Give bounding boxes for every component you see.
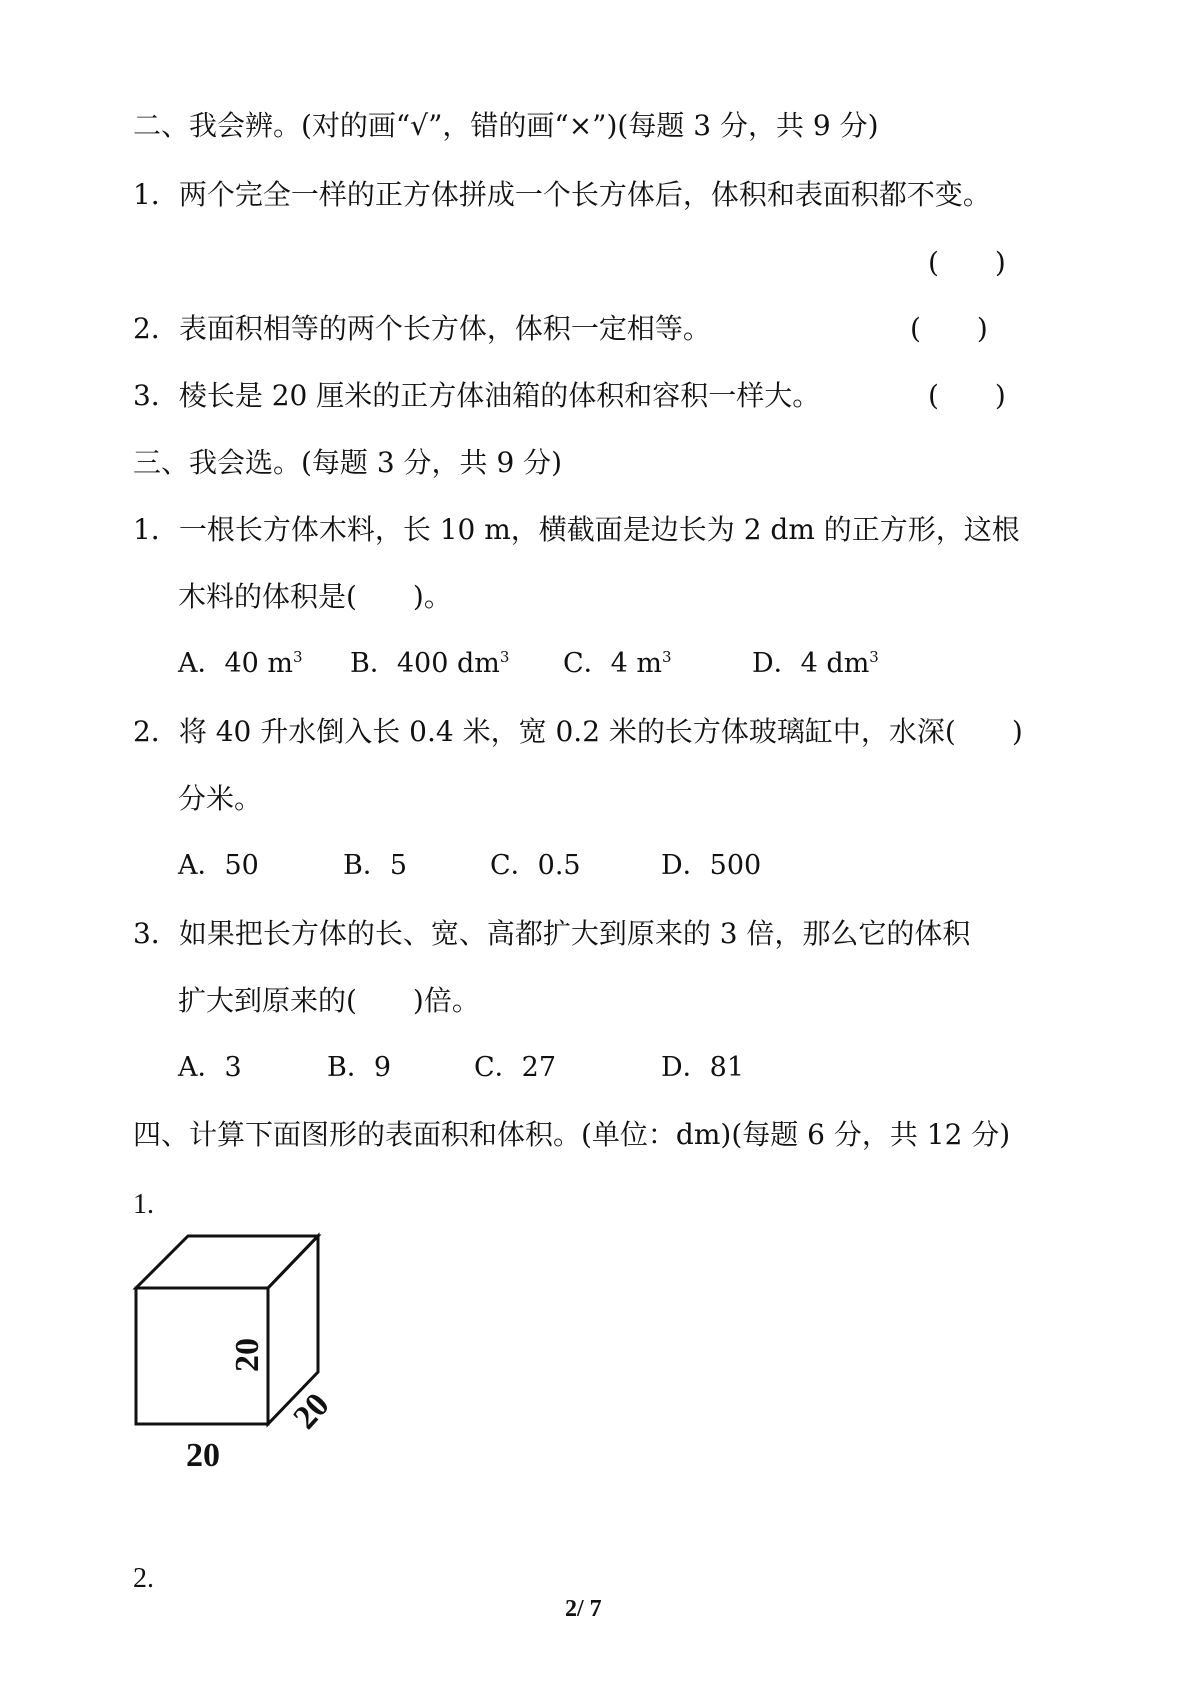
option-3-2-c[interactable]: C．0.5 <box>490 850 581 881</box>
section-3-question-2-line-2: 分米。 <box>178 782 263 815</box>
cube-width-label: 20 <box>186 1437 220 1474</box>
page-number: 2/ 7 <box>565 1596 602 1622</box>
section-4-question-1-label: 1. <box>133 1189 154 1220</box>
option-3-2-d[interactable]: D．500 <box>661 850 762 881</box>
option-3-2-a[interactable]: A．50 <box>178 850 259 881</box>
option-3-3-d[interactable]: D．81 <box>661 1052 745 1083</box>
option-3-3-c[interactable]: C．27 <box>474 1052 557 1083</box>
option-3-1-c[interactable]: C．4 $m^3$ <box>563 648 672 679</box>
section-3-question-1-line-1: 1．一根长方体木料，长 10 m，横截面是边长为 2 dm 的正方形，这根 <box>133 513 1020 546</box>
option-3-3-b[interactable]: B．9 <box>327 1052 392 1083</box>
cube-top-face <box>136 1236 318 1288</box>
option-3-1-d[interactable]: D．4 $dm^3$ <box>752 648 879 679</box>
cube-depth-label: 20 <box>286 1386 337 1437</box>
section-2-question-3: 3．棱长是 20 厘米的正方体油箱的体积和容积一样大。 <box>133 379 821 412</box>
answer-blank-2-2[interactable]: ( ) <box>910 312 988 345</box>
section-2-heading: 二、我会辨。(对的画“√”，错的画“×”)(每题 3 分，共 9 分) <box>133 109 879 142</box>
section-2-question-2: 2．表面积相等的两个长方体，体积一定相等。 <box>133 312 711 345</box>
answer-blank-2-1[interactable]: ( ) <box>928 246 1006 279</box>
option-3-1-a[interactable]: A．40 $m^3$ <box>178 648 303 679</box>
option-3-1-b[interactable]: B．400 $dm^3$ <box>350 648 510 679</box>
section-4-question-2-label: 2. <box>133 1563 154 1594</box>
option-3-2-b[interactable]: B．5 <box>343 850 408 881</box>
cube-front-face <box>136 1288 268 1424</box>
section-3-question-3-line-2: 扩大到原来的( )倍。 <box>178 984 480 1017</box>
answer-blank-2-3[interactable]: ( ) <box>928 379 1006 412</box>
cube-side-face <box>268 1236 318 1424</box>
option-3-3-a[interactable]: A．3 <box>178 1052 242 1083</box>
section-4-heading: 四、计算下面图形的表面积和体积。(单位：dm)(每题 6 分，共 12 分) <box>133 1118 1011 1151</box>
section-3-question-1-line-2: 木料的体积是( )。 <box>178 580 452 613</box>
cube-height-label: 20 <box>229 1338 266 1372</box>
section-3-question-3-line-1: 3．如果把长方体的长、宽、高都扩大到原来的 3 倍，那么它的体积 <box>133 917 971 950</box>
section-3-heading: 三、我会选。(每题 3 分，共 9 分) <box>133 446 563 479</box>
section-3-question-2-line-1: 2．将 40 升水倒入长 0.4 米，宽 0.2 米的长方体玻璃缸中，水深( ) <box>133 715 1023 748</box>
section-2-question-1: 1．两个完全一样的正方体拼成一个长方体后，体积和表面积都不变。 <box>133 178 991 211</box>
